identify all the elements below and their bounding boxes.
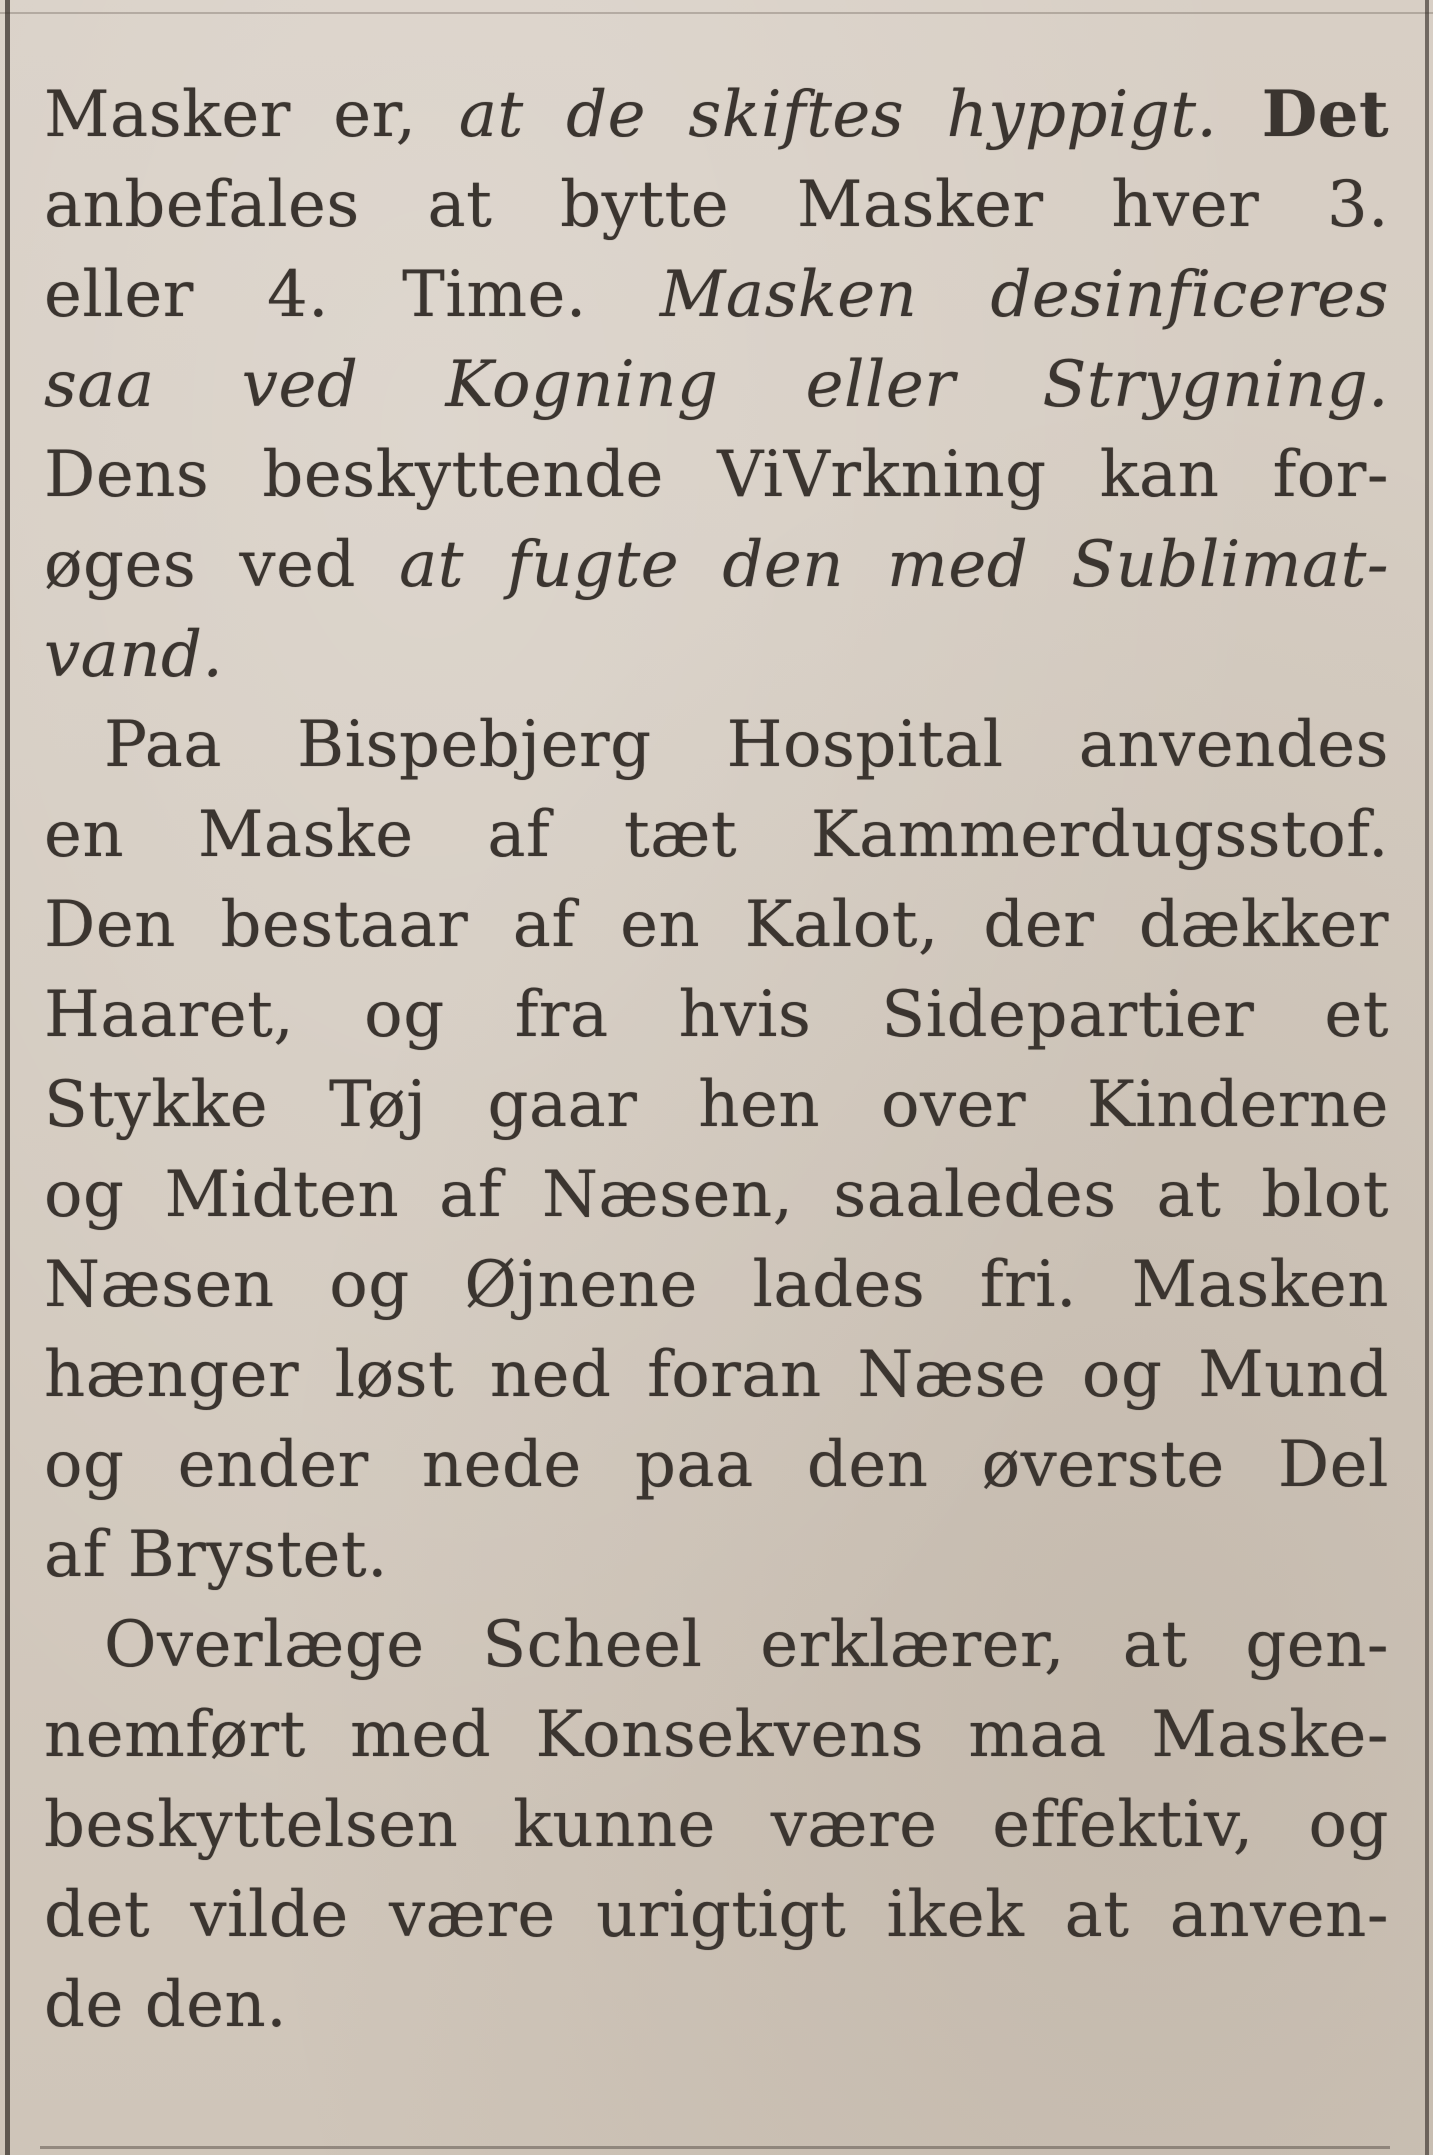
article-column xyxy=(44,70,1389,2050)
text-line xyxy=(44,340,1389,430)
text-span: beskyttelsen kunne være effektiv, og xyxy=(44,1788,1389,1862)
text-line xyxy=(44,1330,1389,1420)
text-span: de den. xyxy=(44,1968,288,2042)
italic-span: saa ved Kogning eller Strygning. xyxy=(44,348,1389,422)
text-span: Paa Bispebjerg Hospital anvendes xyxy=(104,708,1389,782)
text-line xyxy=(44,970,1389,1060)
text-span: anbefales at bytte Masker hver 3. xyxy=(44,168,1389,242)
bottom-border-rule xyxy=(40,2146,1390,2149)
text-line xyxy=(44,1780,1389,1870)
text-line xyxy=(44,520,1389,610)
text-line xyxy=(44,1150,1389,1240)
text-line xyxy=(44,1960,1389,2050)
text-span: Den bestaar af en Kalot, der dækker xyxy=(44,888,1389,962)
left-column-rule xyxy=(5,0,10,2155)
text-line xyxy=(44,250,1389,340)
top-border-rule xyxy=(0,12,1433,14)
text-line xyxy=(44,610,1389,700)
italic-span: at de skiftes hyppigt. xyxy=(458,78,1218,152)
text-span: hænger løst ned foran Næse og Mund xyxy=(44,1338,1389,1412)
text-span: eller 4. Time. xyxy=(44,258,660,332)
text-line xyxy=(44,1060,1389,1150)
italic-span: Masken desinficeres xyxy=(659,258,1389,332)
text-line xyxy=(44,430,1389,520)
text-span: Stykke Tøj gaar hen over Kinderne xyxy=(44,1068,1389,1142)
text-span: det vilde være urigtigt ikek at anven- xyxy=(44,1878,1389,1952)
text-line xyxy=(44,1240,1389,1330)
text-line xyxy=(44,1690,1389,1780)
text-line xyxy=(44,160,1389,250)
text-line xyxy=(44,1870,1389,1960)
text-span: Haaret, og fra hvis Sidepartier et xyxy=(44,978,1389,1052)
paragraph-overlaege-scheel xyxy=(44,1600,1389,2050)
text-span: og Midten af Næsen, saaledes at blot xyxy=(44,1158,1389,1232)
text-span: og ender nede paa den øverste Del xyxy=(44,1428,1389,1502)
text-line xyxy=(44,1420,1389,1510)
text-span: Det xyxy=(1217,77,1390,152)
text-line xyxy=(44,790,1389,880)
paragraph-mask-changing xyxy=(44,70,1389,700)
text-line xyxy=(44,1510,1389,1600)
italic-span: at fugte den med Sublimat- xyxy=(399,528,1390,602)
text-span: nemført med Konsekvens maa Maske- xyxy=(44,1698,1389,1772)
text-span: Masker er, xyxy=(44,78,459,152)
text-span: Dens beskyttende ViVrkning kan for- xyxy=(44,438,1389,512)
text-span: af Brystet. xyxy=(44,1518,388,1592)
right-column-rule xyxy=(1425,0,1429,2155)
italic-span: vand. xyxy=(44,618,224,692)
text-span: en Maske af tæt Kammerdugsstof. xyxy=(44,798,1389,872)
text-span: Næsen og Øjnene lades fri. Masken xyxy=(44,1248,1389,1322)
text-line xyxy=(44,70,1389,160)
paragraph-bispebjerg-hospital xyxy=(44,700,1389,1600)
text-span: Overlæge Scheel erklærer, at gen- xyxy=(104,1608,1389,1682)
text-line xyxy=(44,700,1389,790)
text-line xyxy=(44,1600,1389,1690)
text-span: øges ved xyxy=(44,528,400,602)
text-line xyxy=(44,880,1389,970)
